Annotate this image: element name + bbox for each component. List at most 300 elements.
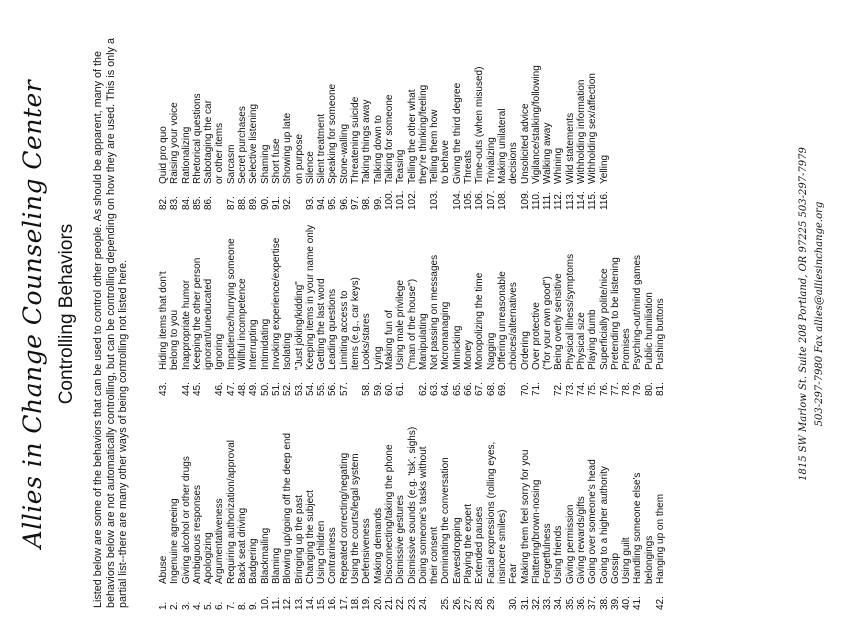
- behavior-list-item: [271, 208, 282, 396]
- behavior-list-item: [305, 208, 316, 396]
- behavior-number: 26.: [451, 596, 463, 610]
- behavior-number: 77.: [609, 382, 621, 396]
- behavior-number: 101.: [395, 190, 407, 210]
- behavior-list-item: [508, 398, 519, 610]
- behavior-number: [203, 370, 214, 396]
- behavior-list-item: [599, 20, 610, 210]
- behavior-number: 25.: [440, 596, 452, 610]
- behavior-text: Taking things away: [361, 99, 373, 184]
- behavior-list-item: [565, 398, 576, 610]
- behavior-list-item: [553, 20, 564, 210]
- behavior-text: Silence: [304, 151, 316, 184]
- behavior-text: to behave: [440, 140, 452, 184]
- behavior-list-item: [248, 398, 259, 610]
- behavior-list-item: [440, 208, 451, 396]
- behavior-number: 10.: [259, 596, 271, 610]
- behavior-number: 53.: [293, 382, 305, 396]
- behavior-list-item: [214, 208, 225, 396]
- behavior-list-item: [350, 398, 361, 610]
- behavior-number: 24.: [417, 596, 429, 610]
- behavior-text: Vigilance/stalking/following: [530, 65, 542, 184]
- behavior-number: 3.: [180, 601, 192, 610]
- behavior-number: 2.: [169, 601, 181, 610]
- behavior-text: Badgering: [248, 538, 260, 584]
- behavior-number: [644, 584, 655, 610]
- behavior-number: 96.: [338, 196, 350, 210]
- behavior-text: Short fuse: [270, 138, 282, 184]
- behavior-list-item: [429, 398, 440, 610]
- behavior-text: Defensiveness: [361, 518, 373, 584]
- behavior-number: [508, 184, 519, 210]
- behavior-list-item: [452, 20, 463, 210]
- behavior-list-item: [158, 398, 169, 610]
- behavior-text: Blowing up/going off the deep end: [282, 432, 294, 584]
- behavior-text: Getting the last word: [316, 278, 328, 370]
- behavior-number: 21.: [383, 596, 395, 610]
- behavior-list-item: [587, 398, 598, 610]
- behavior-list-item: [520, 20, 531, 210]
- behavior-text: Requiring authorization/approval: [225, 440, 237, 584]
- behavior-list-item: [373, 20, 384, 210]
- behavior-list-item: [181, 208, 192, 396]
- behavior-number: 13.: [293, 596, 305, 610]
- behavior-text: Using children: [316, 520, 328, 584]
- behavior-number: 92.: [282, 196, 294, 210]
- behavior-list-item: [632, 398, 643, 610]
- behavior-list-item: [610, 398, 621, 610]
- behavior-text: Manipulating: [417, 313, 429, 370]
- behavior-list-item: [576, 20, 587, 210]
- behavior-text: Facial expressions (rolling eyes,: [485, 441, 497, 584]
- behavior-text: Leading questions: [327, 288, 339, 370]
- behavior-list-item: [497, 208, 508, 396]
- behavior-list-item: [542, 398, 553, 610]
- behavior-number: 94.: [316, 196, 328, 210]
- behavior-number: 75.: [587, 382, 599, 396]
- behavior-list-item: [192, 398, 203, 610]
- behavior-text: Using male privilege: [395, 279, 407, 370]
- behavior-number: [418, 184, 429, 210]
- behavior-text: Using guilt: [621, 537, 633, 584]
- behavior-list-item: [553, 208, 564, 396]
- behavior-text: Limiting access to: [338, 290, 350, 370]
- behavior-list-item: [282, 398, 293, 610]
- behavior-text: Lying: [372, 346, 384, 370]
- behavior-text: Playing dumb: [587, 309, 599, 370]
- behavior-number: 7.: [225, 601, 237, 610]
- behavior-text: Eavesdropping: [451, 517, 463, 584]
- behavior-text: Showing up late: [282, 112, 294, 184]
- behavior-list-item: [599, 208, 610, 396]
- behavior-list-item: [373, 208, 384, 396]
- behavior-list-item: [644, 398, 655, 610]
- behavior-list-item: [294, 20, 305, 210]
- behavior-text: Nagging: [485, 332, 497, 370]
- behavior-number: 27.: [463, 596, 475, 610]
- behavior-number: 82.: [158, 196, 169, 210]
- behavior-number: 73.: [564, 382, 576, 396]
- behavior-list-item: [621, 398, 632, 610]
- behavior-number: [497, 584, 508, 610]
- behavior-text: insincere smiles): [496, 509, 508, 584]
- behavior-number: 63.: [429, 382, 441, 396]
- behavior-number: 107.: [485, 190, 497, 210]
- behavior-number: 100.: [383, 190, 395, 210]
- behavior-number: 81.: [655, 382, 667, 396]
- behavior-text: items (e.g., car keys): [350, 277, 362, 370]
- behavior-text: Threatening suicide: [350, 96, 362, 184]
- behavior-number: 78.: [621, 382, 633, 396]
- behavior-list-item: [169, 398, 180, 610]
- behavior-number: 18.: [350, 596, 362, 610]
- behavior-list-item: [531, 208, 542, 396]
- behavior-text: Withholding information: [575, 79, 587, 184]
- behavior-list-item: [531, 20, 542, 210]
- behavior-list-item: [610, 208, 621, 396]
- behavior-list-item: [350, 20, 361, 210]
- behavior-text: Physical illness/symptoms: [564, 253, 576, 370]
- behavior-number: 76.: [598, 382, 610, 396]
- behavior-number: 1.: [158, 601, 169, 610]
- behavior-text: Psyching-out/mind games: [632, 254, 644, 370]
- behavior-number: 40.: [621, 596, 633, 610]
- behavior-number: 42.: [655, 596, 667, 610]
- behavior-number: 85.: [191, 196, 203, 210]
- behavior-text: Dismissive gestures: [395, 495, 407, 584]
- behavior-text: Isolating: [282, 332, 294, 370]
- behavior-number: 12.: [282, 596, 294, 610]
- behavior-text: Making them feel sorry for you: [519, 449, 531, 584]
- behavior-list-item: [327, 398, 338, 610]
- behavior-list-item: [237, 208, 248, 396]
- behavior-number: 47.: [225, 382, 237, 396]
- behavior-number: 14.: [304, 596, 316, 610]
- behavior-list-item: [395, 20, 406, 210]
- behavior-number: [214, 184, 225, 210]
- behavior-number: 88.: [237, 196, 249, 210]
- behavior-text: Physical size: [575, 312, 587, 370]
- behavior-text: Looks/stares: [361, 313, 373, 370]
- behavior-list-item: [463, 208, 474, 396]
- behavior-text: Micromanaging: [440, 301, 452, 370]
- behavior-list-item: [226, 398, 237, 610]
- behavior-number: 34.: [553, 596, 565, 610]
- behavior-list-item: [429, 208, 440, 396]
- behavior-list-item: [373, 398, 384, 610]
- behavior-text: Going over someone's head: [587, 459, 599, 584]
- behavior-text: Blackmailing: [259, 527, 271, 584]
- behavior-number: 55.: [316, 382, 328, 396]
- behavior-text: Sarcasm: [225, 144, 237, 184]
- behavior-number: 46.: [214, 382, 226, 396]
- behavior-list-item: [214, 20, 225, 210]
- behavior-text: Blaming: [270, 547, 282, 584]
- behavior-list-item: [339, 208, 350, 396]
- behavior-list-item: [316, 398, 327, 610]
- behavior-number: [429, 584, 440, 610]
- behavior-text: Offering unreasonable: [496, 271, 508, 370]
- behavior-number: 65.: [451, 382, 463, 396]
- behavior-text: Doing someone's tasks without: [417, 446, 429, 584]
- behavior-number: 64.: [440, 382, 452, 396]
- behavior-text: Fear: [508, 563, 520, 584]
- behavior-list-item: [497, 20, 508, 210]
- behavior-list-item: [576, 208, 587, 396]
- behavior-number: 4.: [191, 601, 203, 610]
- behavior-list-item: [655, 398, 666, 610]
- behavior-list-item: [305, 398, 316, 610]
- behavior-list-item: [486, 398, 497, 610]
- behavior-number: 15.: [316, 596, 328, 610]
- behavior-number: 57.: [338, 382, 350, 396]
- behavior-text: Telling them how: [429, 109, 441, 184]
- behavior-text: Ordering: [519, 331, 531, 370]
- behavior-number: 41.: [632, 596, 644, 610]
- behaviors-column-3: [158, 20, 610, 210]
- behavior-list-item: [553, 398, 564, 610]
- behavior-list-item: [158, 208, 169, 396]
- behavior-text: Flattering/brown-nosing: [530, 479, 542, 584]
- behavior-text: Argumentativeness: [214, 498, 226, 584]
- behavior-list-item: [463, 20, 474, 210]
- behavior-text: Not passing on messages: [429, 254, 441, 370]
- behavior-text: Money: [463, 339, 475, 370]
- behavior-text: belong to you: [169, 309, 181, 370]
- behavior-number: 104.: [451, 190, 463, 210]
- behavior-list-item: [395, 208, 406, 396]
- behavior-text: Unsolicited advice: [519, 103, 531, 184]
- behavior-list-item: [260, 208, 271, 396]
- behavior-text: Time-outs (when misused): [474, 66, 486, 184]
- behavior-number: 5.: [203, 601, 215, 610]
- behavior-number: [407, 370, 418, 396]
- behavior-list-item: [158, 20, 169, 210]
- behavior-text: Hiding items that don't: [158, 271, 169, 370]
- behavior-list-item: [305, 20, 316, 210]
- behavior-text: Abuse: [158, 555, 169, 584]
- behavior-number: 29.: [485, 596, 497, 610]
- behavior-text: Bringing up the past: [293, 495, 305, 584]
- behavior-text: Making unilateral: [496, 108, 508, 184]
- behavior-text: Giving permission: [564, 504, 576, 584]
- behavior-text: Walking away: [542, 122, 554, 184]
- behavior-number: 28.: [474, 596, 486, 610]
- behavior-text: Interrupting: [248, 319, 260, 370]
- behavior-number: 43.: [158, 382, 169, 396]
- behavior-list-item: [407, 20, 418, 210]
- behavior-text: Secret purchases: [237, 106, 249, 184]
- behavior-number: 33.: [542, 596, 554, 610]
- behavior-list-item: [294, 398, 305, 610]
- behavior-text: Extended pauses: [474, 506, 486, 584]
- behavior-number: 79.: [632, 382, 644, 396]
- behavior-text: they're thinking/feeling: [417, 84, 429, 184]
- behavior-text: on purpose: [293, 133, 305, 184]
- behavior-number: 20.: [372, 596, 384, 610]
- behavior-list-item: [192, 20, 203, 210]
- behavior-number: 110.: [530, 191, 542, 210]
- behavior-number: 105.: [463, 190, 475, 210]
- behavior-number: 22.: [395, 596, 407, 610]
- behavior-list-item: [474, 398, 485, 610]
- behavior-text: their consent: [429, 526, 441, 584]
- behavior-text: Giving the third degree: [451, 82, 463, 184]
- behavior-number: 45.: [191, 382, 203, 396]
- behavior-text: Inappropriate humor: [180, 279, 192, 370]
- behavior-text: Speaking for someone: [327, 83, 339, 184]
- behavior-text: Impatience/hurrying someone: [225, 238, 237, 370]
- behavior-list-item: [655, 208, 666, 396]
- behavior-list-item: [497, 398, 508, 610]
- behavior-list-item: [587, 20, 598, 210]
- behavior-number: 93.: [304, 196, 316, 210]
- behavior-list-item: [486, 20, 497, 210]
- behavior-text: Threats: [463, 150, 475, 184]
- behavior-text: Playing the expert: [463, 503, 475, 584]
- behavior-text: Gossip: [609, 552, 621, 584]
- behavior-number: 102.: [406, 190, 418, 210]
- behavior-list-item: [282, 20, 293, 210]
- behavior-number: 72.: [553, 382, 565, 396]
- behavior-list-item: [384, 208, 395, 396]
- behavior-list-item: [418, 398, 429, 610]
- behavior-text: Dismissive sounds (e.g. 'tsk', sighs): [406, 426, 418, 584]
- behavior-number: 31.: [519, 596, 531, 610]
- behavior-text: Pretending to be listening: [609, 257, 621, 370]
- behavior-list-item: [181, 398, 192, 610]
- behavior-number: 114.: [575, 191, 587, 210]
- behavior-text: or other items: [214, 122, 226, 184]
- behavior-list-item: [542, 20, 553, 210]
- behavior-number: 90.: [259, 196, 271, 210]
- behavior-list-item: [271, 398, 282, 610]
- behavior-list-item: [203, 398, 214, 610]
- behavior-text: Yelling: [598, 154, 610, 184]
- behavior-list-item: [621, 208, 632, 396]
- behavior-text: Using the courts/legal system: [350, 453, 362, 584]
- behavior-list-item: [463, 398, 474, 610]
- behaviors-column-2: [158, 208, 666, 396]
- behavior-text: Giving alcohol or other drugs: [180, 456, 192, 584]
- behavior-list-item: [474, 20, 485, 210]
- behavior-number: 111.: [542, 192, 554, 210]
- behavior-list-item: [440, 398, 451, 610]
- behavior-list-item: [327, 208, 338, 396]
- behavior-number: 16.: [327, 596, 339, 610]
- behavior-number: 98.: [361, 196, 373, 210]
- behavior-number: 37.: [587, 596, 599, 610]
- behavior-list-item: [361, 208, 372, 396]
- behavior-list-item: [260, 20, 271, 210]
- behavior-list-item: [452, 398, 463, 610]
- behavior-list-item: [339, 398, 350, 610]
- behavior-text: Going to a higher authority: [598, 466, 610, 584]
- behavior-text: decisions: [508, 142, 520, 184]
- behavior-text: Talking down to: [372, 115, 384, 184]
- behavior-number: 95.: [327, 196, 339, 210]
- behavior-text: Making fun of: [383, 309, 395, 370]
- behavior-text: Shaming: [259, 144, 271, 184]
- behavior-text: Telling the other what: [406, 89, 418, 184]
- behavior-list-item: [260, 398, 271, 610]
- behavior-list-item: [440, 20, 451, 210]
- behavior-list-item: [214, 398, 225, 610]
- behavior-text: Repeated correcting/negating: [338, 452, 350, 584]
- behavior-number: 48.: [237, 382, 249, 396]
- behavior-text: Hanging up on them: [655, 493, 667, 584]
- behavior-list-item: [384, 398, 395, 610]
- behavior-text: Pushing buttons: [655, 298, 667, 370]
- behavior-list-item: [361, 20, 372, 210]
- behavior-number: 60.: [383, 382, 395, 396]
- behavior-text: Sabotaging the car: [203, 100, 215, 184]
- behavior-number: 66.: [463, 382, 475, 396]
- behavior-text: Being overly sensitive: [553, 273, 565, 370]
- behavior-list-item: [248, 208, 259, 396]
- behavior-number: 8.: [237, 601, 249, 610]
- behavior-list-item: [474, 208, 485, 396]
- behavior-text: Quid pro quo: [158, 126, 169, 184]
- behavior-number: 50.: [259, 382, 271, 396]
- behavior-number: 49.: [248, 382, 260, 396]
- behavior-list-item: [361, 398, 372, 610]
- behavior-list-item: [339, 20, 350, 210]
- behavior-list-item: [565, 20, 576, 210]
- behavior-number: 71.: [530, 382, 542, 396]
- behavior-list-item: [565, 208, 576, 396]
- behavior-list-item: [203, 20, 214, 210]
- behavior-list-item: [226, 20, 237, 210]
- behavior-number: 56.: [327, 382, 339, 396]
- behavior-list-item: [203, 208, 214, 396]
- behavior-text: Whining: [553, 147, 565, 184]
- behavior-text: Silent treatment: [316, 113, 328, 184]
- behavior-number: 23.: [406, 596, 418, 610]
- behavior-list-item: [294, 208, 305, 396]
- behavior-text: Changing the subject: [304, 490, 316, 584]
- behavior-text: Rhetorical questions: [191, 93, 203, 184]
- behavior-text: Stone-walling: [338, 123, 350, 184]
- behavior-text: Apologizing: [203, 532, 215, 584]
- behavior-text: ignorant/uneducated: [203, 278, 215, 370]
- behavior-list-item: [520, 208, 531, 396]
- behavior-text: Over protective: [530, 302, 542, 370]
- behavior-list-item: [395, 398, 406, 610]
- behavior-number: 11.: [270, 596, 282, 610]
- behavior-text: Selective listening: [248, 103, 260, 184]
- behavior-list-item: [384, 20, 395, 210]
- behavior-number: [169, 370, 180, 396]
- behavior-number: 67.: [474, 382, 486, 396]
- behavior-number: 32.: [530, 596, 542, 610]
- behavior-text: Making demands: [372, 507, 384, 584]
- behavior-list-item: [327, 20, 338, 210]
- behavior-number: 115.: [587, 191, 599, 210]
- behavior-number: 30.: [508, 596, 520, 610]
- behavior-list-item: [452, 208, 463, 396]
- behavior-text: ("man of the house"): [406, 278, 418, 370]
- behavior-text: choices/alternatives: [508, 282, 520, 370]
- behavior-number: 69.: [496, 382, 508, 396]
- behavior-text: ("for your own good"): [542, 276, 554, 370]
- behavior-number: 87.: [225, 196, 237, 210]
- behavior-number: 61.: [395, 382, 407, 396]
- behavior-number: 35.: [564, 596, 576, 610]
- behavior-list-item: [508, 208, 519, 396]
- behavior-list-item: [282, 208, 293, 396]
- behavior-text: Rationalizing: [180, 126, 192, 184]
- behavior-number: 51.: [270, 382, 282, 396]
